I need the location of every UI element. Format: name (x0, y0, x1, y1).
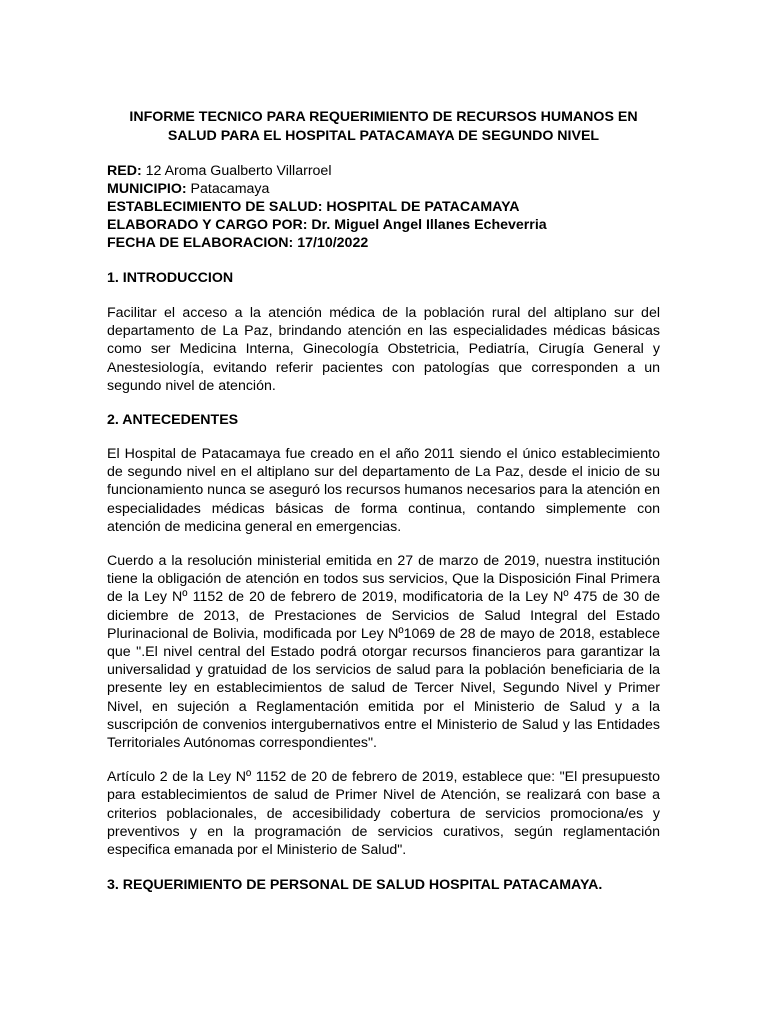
meta-establecimiento: ESTABLECIMIENTO DE SALUD: HOSPITAL DE PATACAMAYA (107, 199, 520, 215)
meta-elaborado: ELABORADO Y CARGO POR: Dr. Miguel Angel Illanes Echeverria (107, 217, 547, 233)
document-body (107, 108, 660, 894)
meta-municipio (107, 180, 660, 198)
section-heading-requerimiento: 3. REQUERIMIENTO DE PERSONAL DE SALUD HOSPITAL PATACAMAYA. (107, 877, 603, 894)
paragraph-introduccion: Facilitar el acceso a la atención médica de la población rural del altiplano sur del departamento de La Paz, brindando atención en las especialidades médicas básicas como ser Medicina Interna, Ginecología Obstetricia, Pediatría, Cirugía General y Anestesiología, evitando referir pacientes con patologías que corresponden a un segundo nivel de atención. (107, 305, 660, 394)
meta-municipio-label: MUNICIPIO: (107, 181, 187, 197)
meta-red (107, 162, 660, 180)
meta-municipio-value: Patacamaya (186, 181, 270, 197)
paragraph-antecedentes-2: Cuerdo a la resolución ministerial emitida en 27 de marzo de 2019, nuestra institución tiene la obligación de atención en todos sus servicios, Que la Disposición Final Primera de la Ley Nº 1152 de 20 de febrero de 2019, modificatoria de la Ley Nº 475 de 30 de diciembre de 2013, de Prestaciones de Servicios de Salud Integral del Estado Plurinacional de Bolivia, modificada por Ley Nº1069 de 28 de mayo de 2018, establece que ".El nivel central del Estado podrá otorgar recursos financieros para garantizar la universalidad y gratuidad de los servicios de salud para la población beneficiaria de la presente ley en establecimientos de salud de Tercer Nivel, Segundo Nivel y Primer Nivel, en sujeción a Reglamentación emitida por el Ministerio de Salud y a la suscripción de convenios intergubernativos entre el Ministerio de Salud y las Entidades Territoriales Autónomas correspondientes". (107, 553, 660, 752)
meta-fecha: FECHA DE ELABORACION: 17/10/2022 (107, 235, 369, 251)
meta-red-label: RED: (107, 163, 142, 179)
section-heading-antecedentes: 2. ANTECEDENTES (107, 412, 239, 429)
document-title: INFORME TECNICO PARA REQUERIMIENTO DE RECURSOS HUMANOS EN SALUD PARA EL HOSPITAL PATACAMAYA DE SEGUNDO NIVEL (129, 109, 638, 144)
meta-red-value: 12 Aroma Gualberto Villarroel (141, 163, 332, 179)
paragraph-antecedentes-1: El Hospital de Patacamaya fue creado en el año 2011 siendo el único establecimiento de segundo nivel en el altiplano sur del departamento de La Paz, desde el inicio de su funcionamiento nunca se aseguró los recursos humanos necesarios para la atención en especialidades médicas básicas de forma continua, contando simplemente con atención de medicina general en emergencias. (107, 446, 660, 535)
paragraph-antecedentes-3: Artículo 2 de la Ley Nº 1152 de 20 de febrero de 2019, establece que: "El presupuesto para establecimientos de salud de Primer Nivel de Atención, se realizará con base a criterios poblacionales, de accesibilidady cobertura de servicios promociona/es y preventivos y en la programación de servicios curativos, según reglamentación especifica emanada por el Ministerio de Salud". (107, 769, 660, 859)
section-heading-introduccion: 1. INTRODUCCION (107, 270, 234, 286)
document-metadata (107, 162, 660, 252)
